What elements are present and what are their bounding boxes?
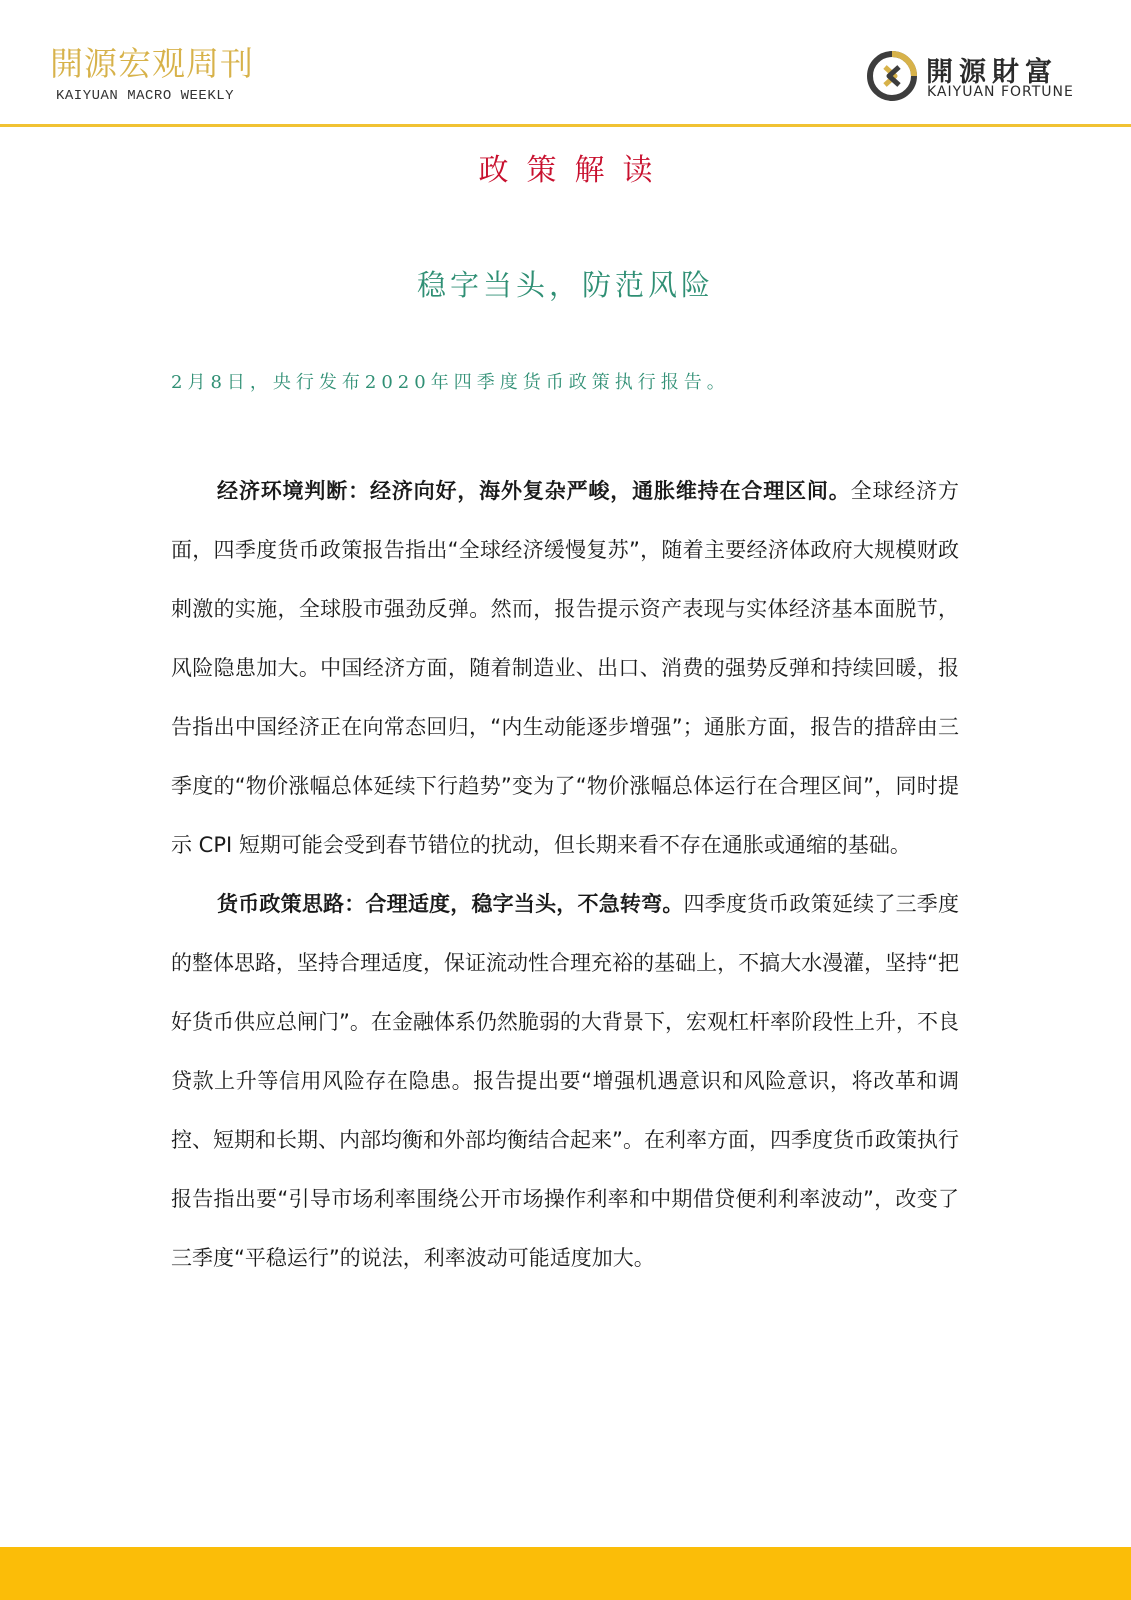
header-divider (0, 124, 1131, 127)
paragraph-text: 全球经济方面，四季度货币政策报告指出“全球经济缓慢复苏”，随着主要经济体政府大规模财政刺激的实施，全球股市强劲反弹。然而，报告提示资产表现与实体经济基本面脱节，风险隐患加大。中国经济方面，随着制造业、出口、消费的强势反弹和持续回暖，报告指出中国经济正在向常态回归，“内生动能逐步增强”；通胀方面，报告的措辞由三季度的“物价涨幅总体延续下行趋势”变为了“物价涨幅总体运行在合理区间”，同时提示 CPI 短期可能会受到春节错位的扰动，但长期来看不存在通胀或通缩的基础。 (171, 479, 960, 857)
article-body (171, 462, 959, 1288)
page-header (0, 0, 1131, 124)
paragraph-monetary-policy (171, 875, 959, 1288)
article-title: 稳字当头，防范风险 (416, 268, 714, 302)
section-title: 政策解读 (478, 153, 671, 188)
paragraph-text: 四季度货币政策延续了三季度的整体思路，坚持合理适度，保证流动性合理充裕的基础上，不搞大水漫灌，坚持“把好货币供应总闸门”。在金融体系仍然脆弱的大背景下，宏观杠杆率阶段性上升，不良贷款上升等信用风险存在隐患。报告提出要“增强机遇意识和风险意识，将改革和调控、短期和长期、内部均衡和外部均衡结合起来”。在利率方面，四季度货币政策执行报告指出要“引导市场利率围绕公开市场操作利率和中期借贷便利利率波动”，改变了三季度“平稳运行”的说法，利率波动可能适度加大。 (171, 892, 960, 1270)
kaiyuan-fortune-logo-icon (866, 50, 918, 102)
paragraph-lead: 货币政策思路：合理适度，稳字当头，不急转弯。 (217, 892, 684, 916)
brand-title-cn: 開源宏观周刊 (50, 44, 254, 83)
logo-text-en: KAIYUAN FORTUNE (927, 84, 1074, 100)
footer-bar (0, 1547, 1131, 1600)
paragraph-lead: 经济环境判断：经济向好，海外复杂严峻，通胀维持在合理区间。 (217, 479, 851, 503)
brand-title-en: KAIYUAN MACRO WEEKLY (56, 88, 235, 104)
article-summary: 2月8日，央行发布2020年四季度货币政策执行报告。 (171, 372, 730, 393)
logo-text-cn: 開源財富 (926, 57, 1058, 88)
paragraph-economy (171, 462, 959, 875)
